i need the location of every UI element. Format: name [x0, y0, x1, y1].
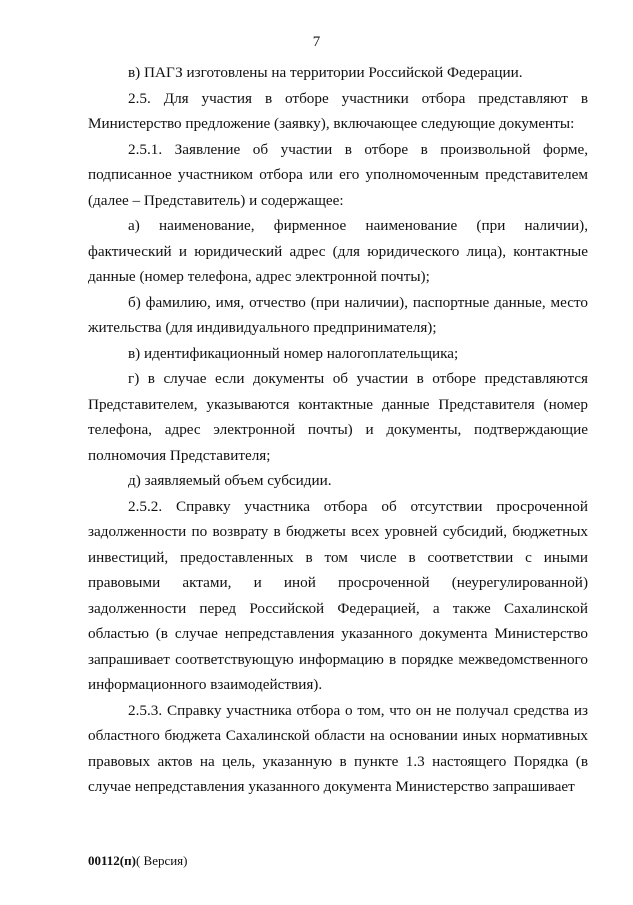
document-body: [88, 60, 588, 800]
paragraph-5: б) фамилию, имя, отчество (при наличии), паспортные данные, место жительства (для индивидуального предпринимателя);: [88, 293, 588, 336]
paragraph-7: г) в случае если документы об участии в отборе представляются Представителем, указываются контактные данные Представителя (номер телефона, адрес электронной почты) и документы, подтверждающие полномочия Представителя;: [88, 370, 588, 464]
footer: [88, 853, 188, 869]
footer-version: ( Версия): [135, 853, 188, 868]
paragraph-8: д) заявляемый объем субсидии.: [128, 472, 332, 489]
paragraph-6: в) идентификационный номер налогоплательщика;: [128, 344, 459, 362]
paragraph-3: 2.5.1. Заявление об участии в отборе в произвольной форме, подписанное участником отбора или его уполномоченным представителем (далее – Представитель) и содержащее:: [88, 140, 588, 209]
footer-code: 00112(п): [88, 853, 136, 868]
paragraph-4: а) наименование, фирменное наименование (при наличии), фактический и юридический адрес (для юридического лица), контактные данные (номер телефона, адрес электронной почты);: [88, 217, 588, 285]
paragraph-2: 2.5. Для участия в отборе участники отбора представляют в Министерство предложение (заявку), включающее следующие документы:: [88, 89, 588, 132]
paragraph-1: в) ПАГЗ изготовлены на территории Российской Федерации.: [128, 64, 523, 81]
page-number: 7: [312, 34, 321, 50]
paragraph-10: 2.5.3. Справку участника отбора о том, что он не получал средства из областного бюджета Сахалинской области на основании иных нормативных правовых актов на цель, указанную в пункте 1.3 настоящего Порядка (в случае непредставления указанного документа Министерство запрашивает: [88, 701, 588, 795]
paragraph-9: 2.5.2. Справку участника отбора об отсутствии просроченной задолженности по возврату в бюджеты всех уровней субсидий, бюджетных инвестиций, предоставленных в том числе в соответствии с иными правовыми актами, и иной просроченной (неурегулированной) задолженности перед Российской Федерацией, а также Сахалинской областью (в случае непредставления указанного документа Министерство запрашивает соответствующую информацию в порядке межведомственного информационного взаимодействия).: [88, 497, 588, 693]
